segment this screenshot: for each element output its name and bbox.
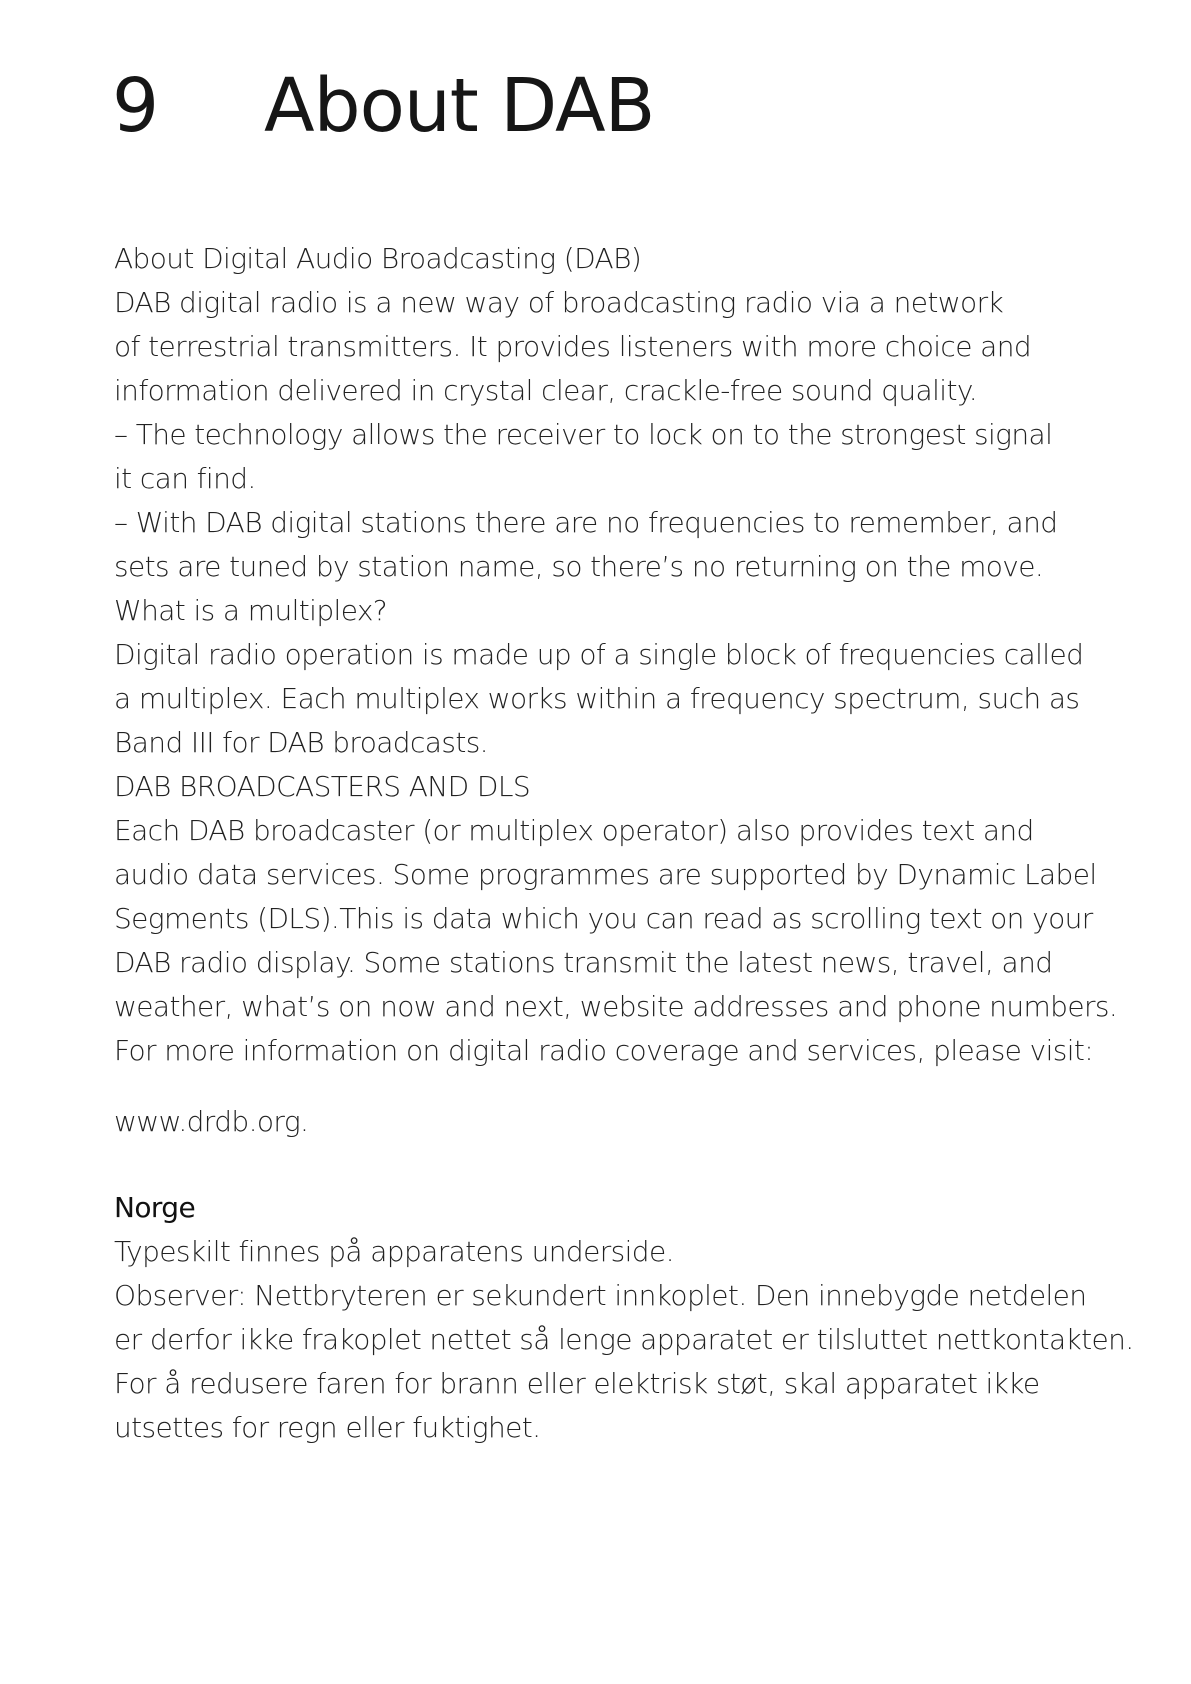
paragraph-line: a multiplex. Each multiplex works within a frequency spectrum, such as	[114, 682, 1080, 715]
paragraph-line: For å redusere faren for brann eller elektrisk støt, skal apparatet ikke	[114, 1367, 1040, 1400]
dls-subheading: DAB BROADCASTERS AND DLS	[114, 770, 531, 803]
paragraph-line: information delivered in crystal clear, crackle-free sound quality.	[114, 374, 978, 407]
chapter-number: 9	[112, 63, 159, 149]
paragraph-line: Observer: Nettbryteren er sekundert innkoplet. Den innebygde netdelen	[114, 1279, 1087, 1312]
website-url-text: www.drdb.org.	[114, 1105, 309, 1138]
bullet-line: – With DAB digital stations there are no frequencies to remember, and	[114, 506, 1058, 539]
paragraph-line: of terrestrial transmitters. It provides listeners with more choice and	[114, 330, 1032, 363]
paragraph-line: Typeskilt finnes på apparatens underside.	[114, 1235, 674, 1268]
paragraph-line: utsettes for regn eller fuktighet.	[114, 1411, 541, 1444]
paragraph-line: Each DAB broadcaster (or multiplex operator) also provides text and	[114, 814, 1034, 847]
norge-heading: Norge	[114, 1191, 196, 1224]
website-url	[114, 1100, 1134, 1144]
paragraph-line: DAB digital radio is a new way of broadcasting radio via a network	[114, 286, 1004, 319]
paragraph-line: Digital radio operation is made up of a single block of frequencies called	[114, 638, 1084, 671]
bullet-line: it can find.	[114, 462, 256, 495]
paragraph-line: Segments (DLS).This is data which you can read as scrolling text on your	[114, 902, 1093, 935]
multiplex-subheading: What is a multiplex?	[114, 594, 388, 627]
chapter-heading	[112, 58, 654, 154]
norge-section	[114, 1186, 1134, 1450]
paragraph-line: audio data services. Some programmes are supported by Dynamic Label	[114, 858, 1097, 891]
paragraph-line: Band III for DAB broadcasts.	[114, 726, 488, 759]
intro-subheading: About Digital Audio Broadcasting (DAB)	[114, 242, 642, 275]
chapter-title: About DAB	[264, 63, 655, 149]
paragraph-line: weather, what’s on now and next, website addresses and phone numbers.	[114, 990, 1118, 1023]
dab-section	[114, 237, 1134, 1073]
bullet-line: sets are tuned by station name, so there’s no returning on the move.	[114, 550, 1044, 583]
paragraph-line: For more information on digital radio coverage and services, please visit:	[114, 1034, 1094, 1067]
bullet-line: – The technology allows the receiver to lock on to the strongest signal	[114, 418, 1053, 451]
paragraph-line: DAB radio display. Some stations transmit the latest news, travel, and	[114, 946, 1053, 979]
paragraph-line: er derfor ikke frakoplet nettet så lenge apparatet er tilsluttet nettkontakten.	[114, 1323, 1134, 1356]
